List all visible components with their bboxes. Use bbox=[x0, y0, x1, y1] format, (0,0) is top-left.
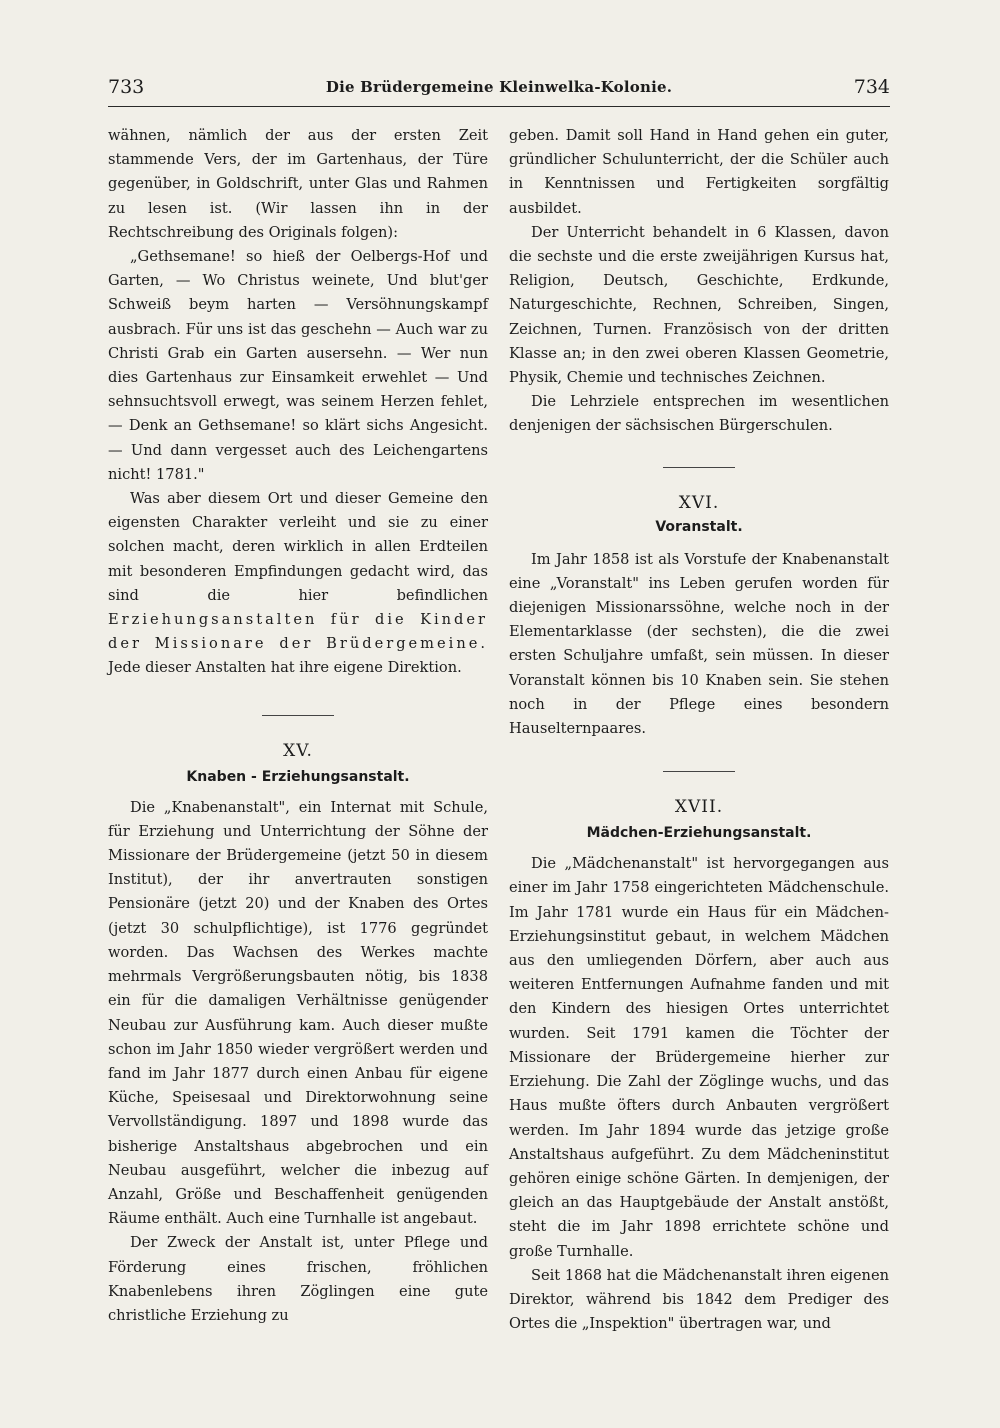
paragraph: geben. Damit soll Hand in Hand gehen ein guter, gründlicher Schulunterricht, der die Schüler auch in Kenntnissen und Fertigkeiten sorgfältig ausbildet. bbox=[509, 127, 889, 217]
paragraph: Der Unterricht behandelt in 6 Klassen, davon die sechste und die erste zweijährigen Kursus hat, Religion, Deutsch, Geschichte, Erdkunde, Naturgeschichte, Rechnen, Schreiben, Singen, Zeichnen, Turnen. Französisch von der dritten Klasse an; in den zwei oberen Klassen Geometrie, Physik, Chemie und technisches Zeichnen. bbox=[509, 223, 889, 387]
page-number-left: 733 bbox=[108, 76, 145, 98]
paragraph: Die „Knabenanstalt", ein Internat mit Schule, für Erziehung und Unterrichtung der Söhne der Missionare der Brüdergemeine (jetzt 50 in diesem Institut), der ihr anvertrauten sonstigen Pensionäre (jetzt 20) und der Knaben des Ortes (jetzt 30 schulpflichtige), ist 1776 gegründet worden. Das Wachsen des Werkes machte mehrmals Vergrößerungsbauten nötig, bis 1838 ein für die damaligen Verhältnisse genügender Neubau zur Ausführung kam. Auch dieser mußte schon im Jahr 1850 wieder vergrößert werden und fand im Jahr 1877 durch einen Anbau für eigene Küche, Speisesaal und Direktorwohnung seine Vervollständigung. 1897 und 1898 wurde das bisherige Anstaltshaus abgebrochen und ein Neubau ausgeführt, welcher die inbezug auf Anzahl, Größe und Beschaffenheit genügenden Räume enthält. Auch eine Turnhalle ist angebaut. bbox=[108, 798, 488, 1228]
page-header bbox=[108, 76, 890, 106]
header-rule bbox=[108, 106, 890, 107]
section-number: XV. bbox=[283, 740, 313, 761]
left-column bbox=[108, 124, 488, 1328]
section-number: XVI. bbox=[678, 492, 720, 513]
paragraph: Im Jahr 1858 ist als Vorstufe der Knabenanstalt eine „Voranstalt" ins Leben gerufen worden für diejenigen Missionarssöhne, welche noch in der Elementarklasse (der sechsten), die die zwei ersten Schuljahre umfaßt, sein müssen. In dieser Voranstalt können bis 10 Knaben sein. Sie stehen noch in der Pflege eines besondern Hauselternpaares. bbox=[509, 550, 889, 738]
page-number-right: 734 bbox=[853, 76, 890, 98]
section-heading: Mädchen-Erziehungsanstalt. bbox=[586, 825, 812, 842]
paragraph: Die „Mädchenanstalt" ist hervorgegangen aus einer im Jahr 1758 eingerichteten Mädchenschule. Im Jahr 1781 wurde ein Haus für ein Mädchen-Erziehungsinstitut gebaut, in welchem Mädchen aus den umliegenden Dörfern, aber auch aus weiteren Entfernungen Aufnahme fanden und mit den Kindern des hiesigen Ortes unterrichtet wurden. Seit 1791 kamen die Töchter der Missionare der Brüdergemeine hierher zur Erziehung. Die Zahl der Zöglinge wuchs, und das Haus mußte öfters durch Anbauten vergrößert werden. Im Jahr 1894 wurde das jetzige große Anstaltshaus aufgeführt. Zu dem Mädcheninstitut gehören einige schöne Gärten. In demjenigen, der gleich an das Hauptgebäude der Anstalt anstößt, steht die im Jahr 1898 errichtete schöne und große Turnhalle. bbox=[509, 855, 889, 1260]
section-number: XVII. bbox=[674, 797, 724, 818]
text-run: Jede dieser Anstalten hat ihre eigene Direktion. bbox=[108, 659, 462, 677]
paragraph-poem: „Gethsemane! so hieß der Oelbergs-Hof und Garten, — Wo Christus weinete, Und blut'ger Schweiß beym harten — Versöhnungskampf ausbrach. Für uns ist das geschehn — Auch war zu Christi Grab ein Garten ausersehn. — Wer nun dies Gartenhaus zur Einsamkeit erwehlet — Und sehnsuchtsvoll erwegt, was seinem Herzen fehlet, — Denk an Gethsemane! so klärt sichs Angesicht. — Und dann vergesset auch des Leichengartens nicht! 1781." bbox=[108, 248, 488, 483]
paragraph: Seit 1868 hat die Mädchenanstalt ihren eigenen Direktor, während bis 1842 dem Prediger des Ortes die „Inspektion" übertragen war, und bbox=[509, 1266, 889, 1333]
paragraph: wähnen, nämlich der aus der ersten Zeit stammende Vers, der im Gartenhaus, der Türe gegenüber, in Goldschrift, unter Glas und Rahmen zu lesen ist. (Wir lassen ihn in der Rechtschreibung des Originals folgen): bbox=[108, 127, 488, 241]
paragraph: Die Lehrziele entsprechen im wesentlichen denjenigen der sächsischen Bürgerschulen. bbox=[509, 393, 889, 435]
text-run: Was aber diesem Ort und dieser Gemeine den eigensten Charakter verleiht und sie zu einer solchen macht, deren wirklich in allen Erdteilen mit besonderen Empfindungen gedacht wird, das sind die hier befindlichen bbox=[108, 490, 488, 604]
right-column bbox=[509, 124, 889, 1336]
section-heading: Knaben - Erziehungsanstalt. bbox=[186, 768, 410, 785]
paragraph bbox=[108, 487, 488, 681]
text-run-spaced: Erziehungsanstalten für die Kinder der Missionare der Brüdergemeine. bbox=[108, 611, 488, 653]
running-title: Die Brüdergemeine Kleinwelka-Kolonie. bbox=[325, 78, 673, 96]
paragraph: Der Zweck der Anstalt ist, unter Pflege und Förderung eines frischen, fröhlichen Knabenlebens ihren Zöglingen eine gute christliche Erziehung zu bbox=[108, 1234, 488, 1324]
section-heading: Voranstalt. bbox=[655, 518, 743, 535]
